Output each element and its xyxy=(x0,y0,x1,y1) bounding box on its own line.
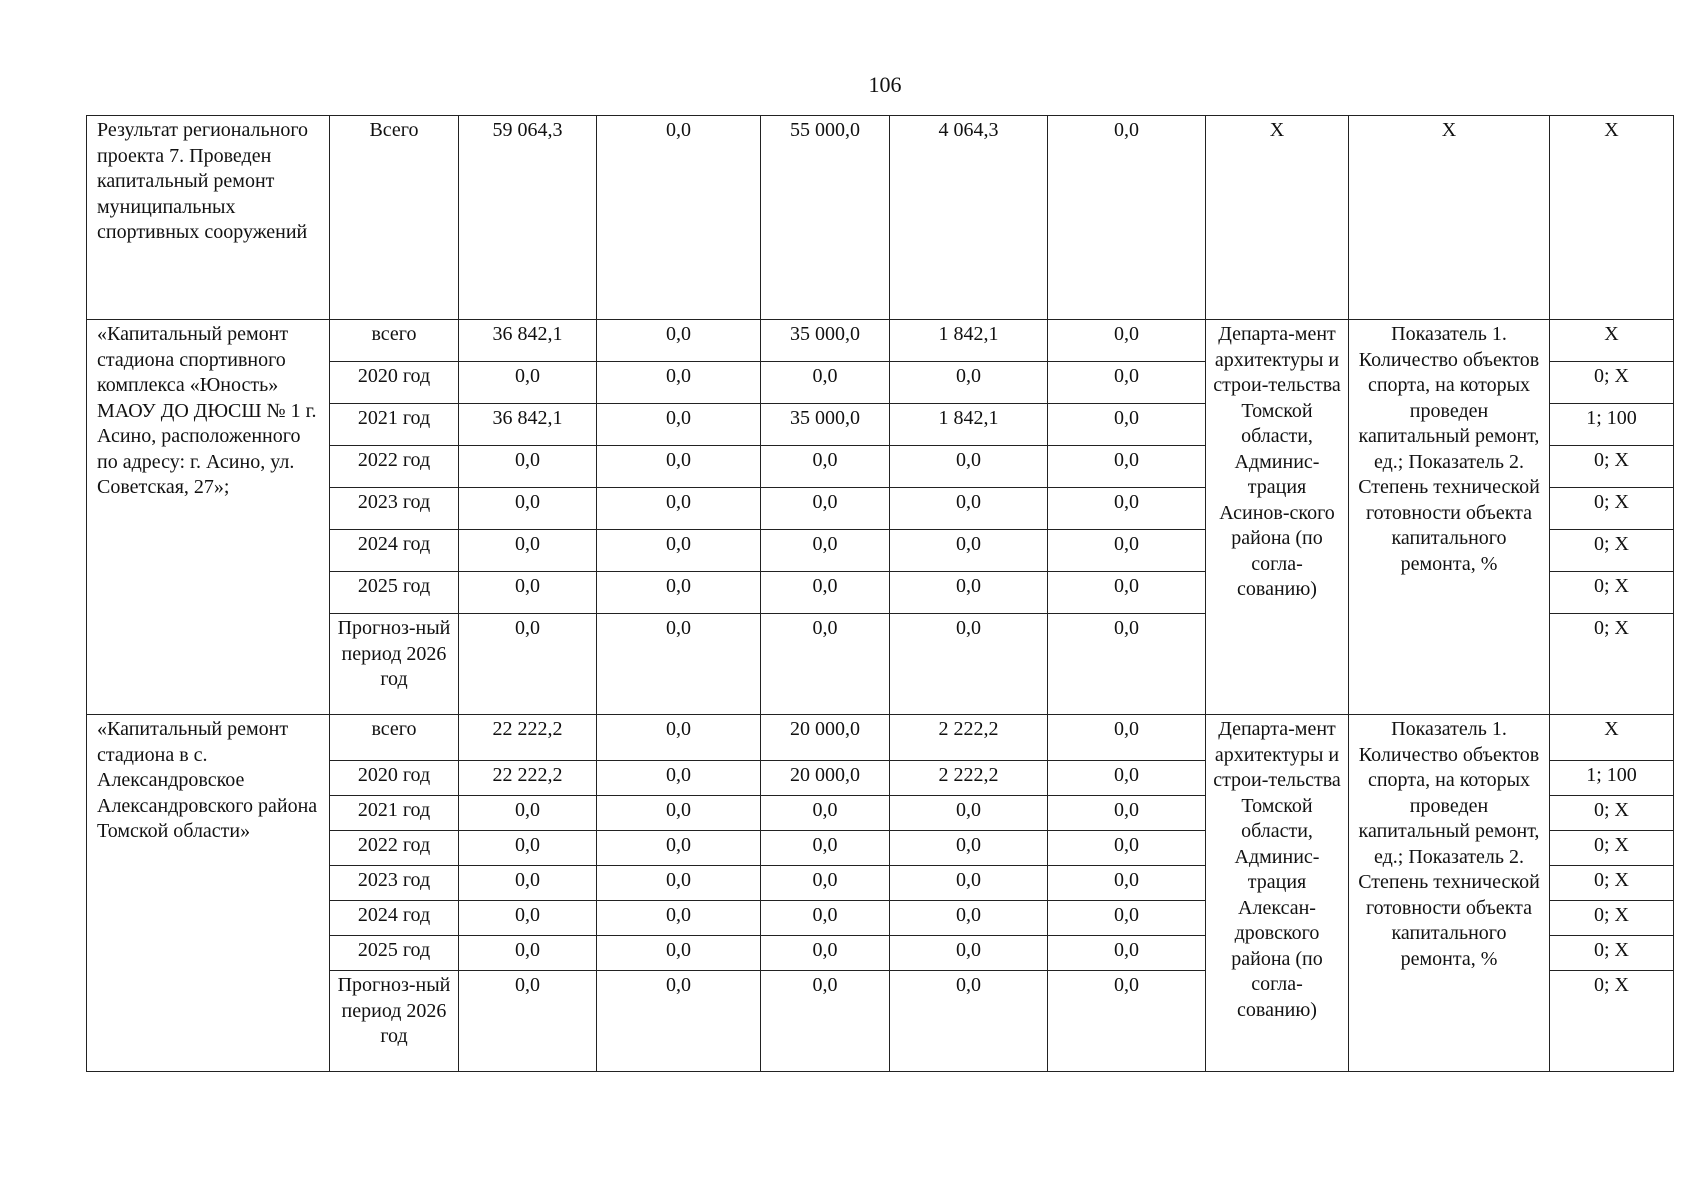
responsible-cell: Департа-мент архитектуры и строи-тельства Томской области, Админис-трация Асинов-ского района (по согла-сованию) xyxy=(1206,320,1349,715)
indicator-value-cell: 0; X xyxy=(1550,866,1674,901)
value-other: 0,0 xyxy=(1048,572,1206,614)
value-local: 2 222,2 xyxy=(890,715,1048,761)
value-total: 0,0 xyxy=(459,866,597,901)
value-local: 1 842,1 xyxy=(890,320,1048,362)
value-regional: 0,0 xyxy=(761,936,890,971)
indicator-value-cell: 0; X xyxy=(1550,831,1674,866)
value-local: 0,0 xyxy=(890,572,1048,614)
value-federal: 0,0 xyxy=(597,320,761,362)
value-total: 0,0 xyxy=(459,831,597,866)
value-federal: 0,0 xyxy=(597,488,761,530)
project-name: «Капитальный ремонт стадиона спортивного комплекса «Юность» МАОУ ДО ДЮСШ № 1 г. Асино, расположенного по адресу: г. Асино, ул. Советская, 27»; xyxy=(87,320,330,715)
period-cell: 2022 год xyxy=(330,831,459,866)
period-cell: 2021 год xyxy=(330,404,459,446)
value-local: 0,0 xyxy=(890,446,1048,488)
value-other: 0,0 xyxy=(1048,715,1206,761)
period-cell: Всего xyxy=(330,116,459,320)
indicator-value-cell: 0; X xyxy=(1550,488,1674,530)
value-local: 0,0 xyxy=(890,831,1048,866)
value-regional: 0,0 xyxy=(761,901,890,936)
indicator-value-cell: 0; X xyxy=(1550,530,1674,572)
value-regional: 0,0 xyxy=(761,614,890,715)
value-federal: 0,0 xyxy=(597,796,761,831)
period-cell: 2024 год xyxy=(330,530,459,572)
value-regional: 20 000,0 xyxy=(761,715,890,761)
period-cell: 2024 год xyxy=(330,901,459,936)
indicator-cell: Показатель 1. Количество объектов спорта, на которых проведен капитальный ремонт, ед.; Показатель 2. Степень технической готовности объекта капитального ремонта, % xyxy=(1349,715,1550,1072)
value-federal: 0,0 xyxy=(597,831,761,866)
indicator-value-cell: 0; X xyxy=(1550,796,1674,831)
value-regional: 35 000,0 xyxy=(761,320,890,362)
responsible-cell: X xyxy=(1206,116,1349,320)
period-cell: 2020 год xyxy=(330,362,459,404)
value-federal: 0,0 xyxy=(597,362,761,404)
table-row xyxy=(87,320,1674,362)
indicator-value-cell: 1; 100 xyxy=(1550,761,1674,796)
value-other: 0,0 xyxy=(1048,488,1206,530)
value-local: 0,0 xyxy=(890,614,1048,715)
value-total: 0,0 xyxy=(459,362,597,404)
indicator-value-cell: X xyxy=(1550,116,1674,320)
project-name: «Капитальный ремонт стадиона в с. Александровское Александровского района Томской области» xyxy=(87,715,330,1072)
value-regional: 0,0 xyxy=(761,488,890,530)
value-federal: 0,0 xyxy=(597,715,761,761)
value-local: 2 222,2 xyxy=(890,761,1048,796)
value-federal: 0,0 xyxy=(597,614,761,715)
value-federal: 0,0 xyxy=(597,971,761,1072)
value-other: 0,0 xyxy=(1048,761,1206,796)
value-federal: 0,0 xyxy=(597,116,761,320)
value-local: 0,0 xyxy=(890,362,1048,404)
table-row xyxy=(87,715,1674,761)
page-number: 106 xyxy=(868,72,902,97)
value-total: 0,0 xyxy=(459,530,597,572)
value-federal: 0,0 xyxy=(597,530,761,572)
period-cell: всего xyxy=(330,715,459,761)
value-regional: 0,0 xyxy=(761,446,890,488)
value-other: 0,0 xyxy=(1048,936,1206,971)
budget-table xyxy=(86,115,1674,1072)
value-federal: 0,0 xyxy=(597,936,761,971)
value-other: 0,0 xyxy=(1048,796,1206,831)
value-local: 0,0 xyxy=(890,936,1048,971)
period-cell: 2020 год xyxy=(330,761,459,796)
value-total: 0,0 xyxy=(459,796,597,831)
period-cell: 2023 год xyxy=(330,866,459,901)
value-total: 0,0 xyxy=(459,901,597,936)
indicator-cell: Показатель 1. Количество объектов спорта, на которых проведен капитальный ремонт, ед.; Показатель 2. Степень технической готовности объекта капитального ремонта, % xyxy=(1349,320,1550,715)
value-local: 0,0 xyxy=(890,488,1048,530)
value-federal: 0,0 xyxy=(597,404,761,446)
value-other: 0,0 xyxy=(1048,362,1206,404)
value-other: 0,0 xyxy=(1048,866,1206,901)
value-regional: 0,0 xyxy=(761,796,890,831)
value-other: 0,0 xyxy=(1048,530,1206,572)
value-total: 22 222,2 xyxy=(459,761,597,796)
value-total: 59 064,3 xyxy=(459,116,597,320)
value-federal: 0,0 xyxy=(597,761,761,796)
value-local: 1 842,1 xyxy=(890,404,1048,446)
value-other: 0,0 xyxy=(1048,614,1206,715)
value-total: 36 842,1 xyxy=(459,320,597,362)
value-local: 0,0 xyxy=(890,971,1048,1072)
value-other: 0,0 xyxy=(1048,404,1206,446)
value-local: 4 064,3 xyxy=(890,116,1048,320)
value-other: 0,0 xyxy=(1048,901,1206,936)
value-total: 0,0 xyxy=(459,614,597,715)
indicator-value-cell: 0; X xyxy=(1550,901,1674,936)
indicator-value-cell: 0; X xyxy=(1550,362,1674,404)
period-cell: 2025 год xyxy=(330,572,459,614)
responsible-cell: Департа-мент архитектуры и строи-тельства Томской области, Админис-трация Алексан-дровского района (по согла-сованию) xyxy=(1206,715,1349,1072)
value-other: 0,0 xyxy=(1048,320,1206,362)
value-regional: 0,0 xyxy=(761,362,890,404)
value-total: 0,0 xyxy=(459,572,597,614)
value-federal: 0,0 xyxy=(597,901,761,936)
value-local: 0,0 xyxy=(890,901,1048,936)
indicator-value-cell: X xyxy=(1550,715,1674,761)
indicator-value-cell: 0; X xyxy=(1550,614,1674,715)
value-total: 36 842,1 xyxy=(459,404,597,446)
period-cell: 2023 год xyxy=(330,488,459,530)
value-regional: 35 000,0 xyxy=(761,404,890,446)
value-regional: 0,0 xyxy=(761,831,890,866)
indicator-value-cell: X xyxy=(1550,320,1674,362)
value-regional: 20 000,0 xyxy=(761,761,890,796)
value-federal: 0,0 xyxy=(597,572,761,614)
period-cell: Прогноз-ный период 2026 год xyxy=(330,971,459,1072)
value-regional: 55 000,0 xyxy=(761,116,890,320)
value-local: 0,0 xyxy=(890,796,1048,831)
value-total: 0,0 xyxy=(459,971,597,1072)
period-cell: всего xyxy=(330,320,459,362)
result-row xyxy=(87,116,1674,320)
indicator-value-cell: 0; X xyxy=(1550,572,1674,614)
indicator-value-cell: 0; X xyxy=(1550,446,1674,488)
period-cell: Прогноз-ный период 2026 год xyxy=(330,614,459,715)
value-other: 0,0 xyxy=(1048,971,1206,1072)
period-cell: 2021 год xyxy=(330,796,459,831)
indicator-value-cell: 1; 100 xyxy=(1550,404,1674,446)
period-cell: 2022 год xyxy=(330,446,459,488)
value-other: 0,0 xyxy=(1048,831,1206,866)
value-other: 0,0 xyxy=(1048,446,1206,488)
value-total: 0,0 xyxy=(459,446,597,488)
value-total: 0,0 xyxy=(459,488,597,530)
value-total: 22 222,2 xyxy=(459,715,597,761)
value-other: 0,0 xyxy=(1048,116,1206,320)
value-federal: 0,0 xyxy=(597,446,761,488)
indicator-value-cell: 0; X xyxy=(1550,936,1674,971)
period-cell: 2025 год xyxy=(330,936,459,971)
value-regional: 0,0 xyxy=(761,866,890,901)
indicator-cell: X xyxy=(1349,116,1550,320)
value-total: 0,0 xyxy=(459,936,597,971)
value-federal: 0,0 xyxy=(597,866,761,901)
value-regional: 0,0 xyxy=(761,572,890,614)
indicator-value-cell: 0; X xyxy=(1550,971,1674,1072)
value-local: 0,0 xyxy=(890,866,1048,901)
value-regional: 0,0 xyxy=(761,971,890,1072)
result-name: Результат регионального проекта 7. Проведен капитальный ремонт муниципальных спортивных сооружений xyxy=(87,116,330,320)
value-regional: 0,0 xyxy=(761,530,890,572)
value-local: 0,0 xyxy=(890,530,1048,572)
